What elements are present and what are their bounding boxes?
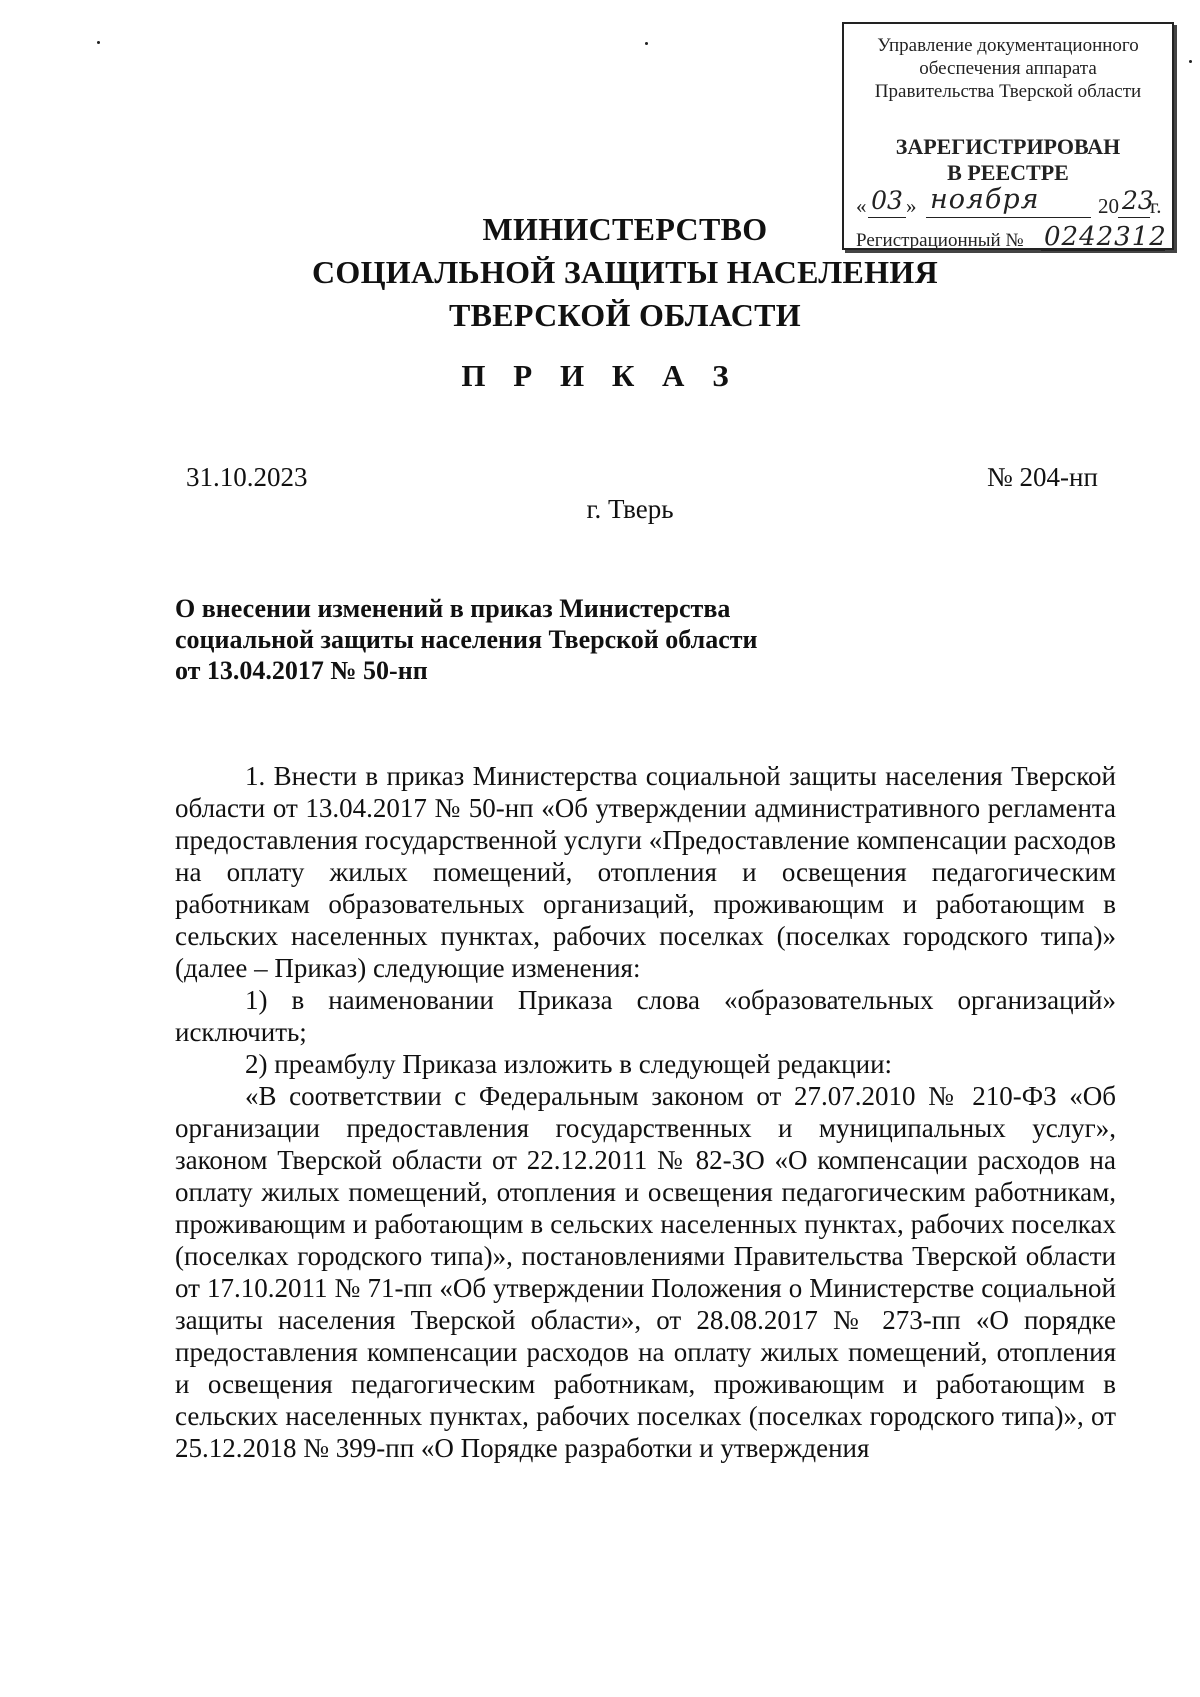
- scan-speck: [645, 42, 648, 45]
- stamp-status: [844, 134, 1172, 186]
- scan-speck: [1189, 60, 1192, 63]
- subject-line: от 13.04.2017 № 50-нп: [175, 656, 428, 685]
- ministry-title-line: МИНИСТЕРСТВО: [482, 211, 768, 247]
- stamp-reg-underline: [1041, 250, 1165, 251]
- stamp-month-handwritten: ноября: [930, 184, 1040, 215]
- stamp-year-prefix: 20: [1098, 194, 1119, 218]
- subject-line: О внесении изменений в приказ Министерства: [175, 594, 731, 623]
- document-number: № 204-нп: [987, 462, 1098, 492]
- stamp-year-suffix: г.: [1150, 194, 1162, 218]
- stamp-close-quote: »: [906, 194, 917, 218]
- body-paragraph: «В соответствии с Федеральным законом от 27.07.2010 № 210-ФЗ «Об организации предоставления государственных и муниципальных услуг», законом Тверской области от 22.12.2011 № 82-ЗО «О компенсации расходов на оплату жилых помещений, отопления и освещения педагогическим работникам, проживающим и работающим в сельских населенных пунктах, рабочих поселках (поселках городского типа)», постановлениями Правительства Тверской области от 17.10.2011 № 71-пп «Об утверждении Положения о Министерстве социальной защиты населения Тверской области», от 28.08.2017 № 273-пп «О порядке предоставления компенсации расходов на оплату жилых помещений, отопления и освещения педагогическим работникам, проживающим и работающим в сельских населенных пунктах, рабочих поселках (поселках городского типа)», от 25.12.2018 № 399-пп «О Порядке разработки и утверждения: [175, 1081, 1116, 1463]
- stamp-org-line: обеспечения аппарата: [919, 58, 1097, 79]
- stamp-status-line: ЗАРЕГИСТРИРОВАН: [895, 134, 1121, 159]
- stamp-reg-label: Регистрационный №: [856, 230, 1024, 251]
- stamp-year-handwritten: 23: [1122, 186, 1154, 215]
- ministry-title-line: СОЦИАЛЬНОЙ ЗАЩИТЫ НАСЕЛЕНИЯ: [312, 254, 938, 290]
- document-body: [175, 760, 1116, 1464]
- stamp-org-line: Управление документационного: [877, 35, 1139, 56]
- ministry-title: [200, 208, 1050, 337]
- document-date: 31.10.2023: [186, 462, 308, 492]
- body-paragraph: 1) в наименовании Приказа слова «образовательных организаций» исключить;: [175, 985, 1116, 1047]
- stamp-org-line: Правительства Тверской области: [874, 81, 1142, 102]
- ministry-title-line: ТВЕРСКОЙ ОБЛАСТИ: [448, 297, 802, 333]
- document-subject: [175, 593, 855, 686]
- stamp-day-handwritten: 03: [871, 186, 903, 215]
- stamp-open-quote: «: [856, 194, 867, 218]
- subject-line: социальной защиты населения Тверской области: [175, 625, 758, 654]
- body-paragraph: 2) преамбулу Приказа изложить в следующей редакции:: [245, 1049, 893, 1079]
- stamp-status-line: В РЕЕСТРЕ: [947, 160, 1069, 185]
- document-city: г. Тверь: [586, 494, 674, 524]
- body-paragraph: 1. Внести в приказ Министерства социальной защиты населения Тверской области от 13.04.2017 № 50-нп «Об утверждении административного регламента предоставления государственной услуги «Предоставление компенсации расходов на оплату жилых помещений, отопления и освещения педагогическим работникам образовательных организаций, проживающим и работающим в сельских населенных пунктах, рабочих поселках (поселках городского типа)» (далее – Приказ) следующие изменения:: [175, 761, 1116, 983]
- stamp-organization: [844, 34, 1172, 103]
- stamp-year-underline: [1118, 217, 1150, 218]
- document-type: П Р И К А З: [461, 358, 739, 393]
- stamp-reg-number-handwritten: 0242312: [1044, 222, 1167, 252]
- scan-speck: [97, 41, 100, 44]
